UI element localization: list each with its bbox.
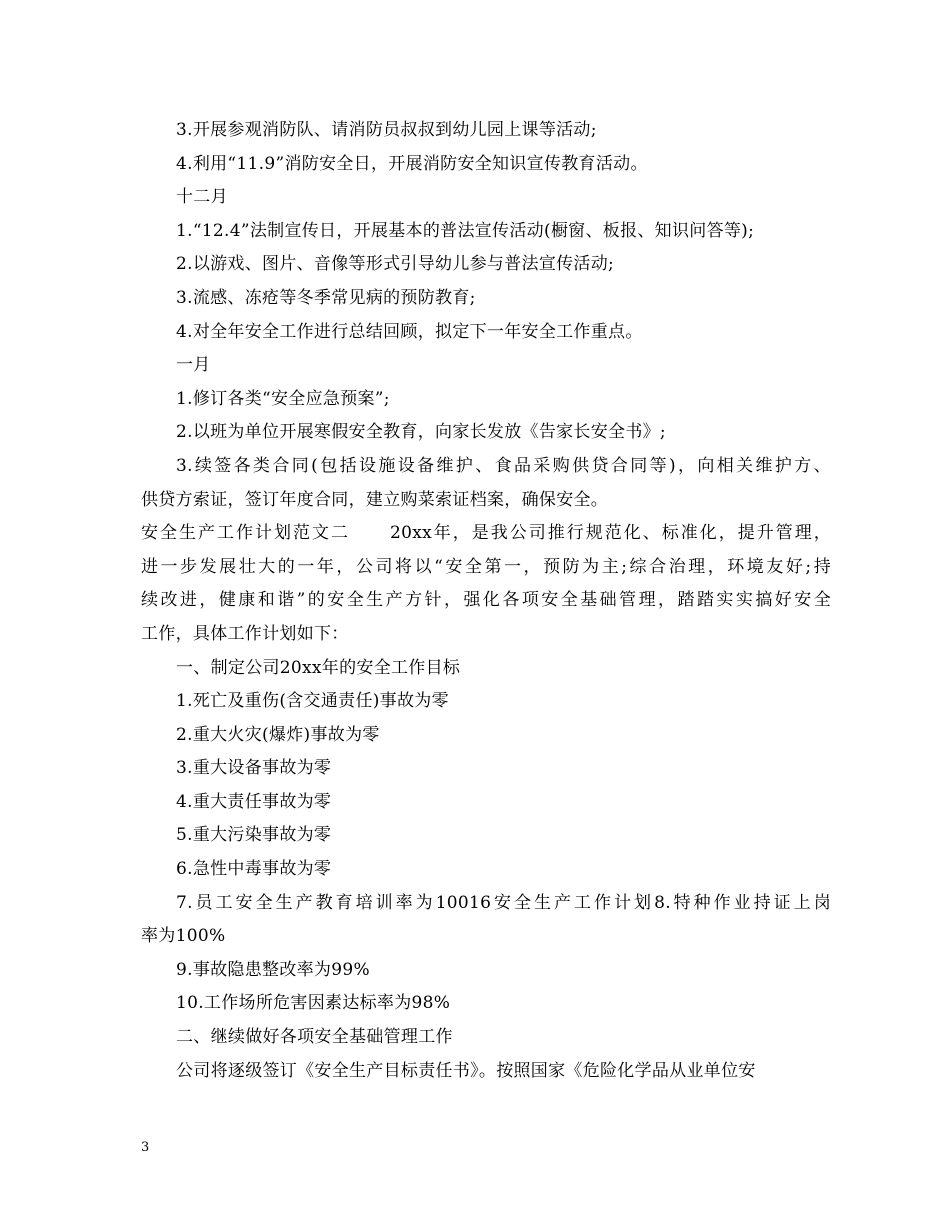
paragraph-line: 工作，具体工作计划如下：: [141, 623, 349, 644]
section-title: 安全生产工作计划范文二: [141, 523, 350, 544]
list-item: 7.员工安全生产教育培训率为10016安全生产工作计划8.特种作业持证上岗: [176, 892, 831, 913]
paragraph-line: 续改进，健康和谐”的安全生产方针，强化各项安全基础管理，踏踏实实搞好安全: [141, 590, 831, 611]
paragraph-line: 1.修订各类“安全应急预案”;: [176, 388, 390, 409]
month-heading: 十二月: [176, 187, 228, 208]
paragraph-line: 供贷方索证，签订年度合同，建立购菜索证档案，确保安全。: [141, 489, 609, 510]
list-item: 5.重大污染事故为零: [176, 825, 332, 846]
list-item: 6.急性中毒事故为零: [176, 859, 332, 880]
paragraph-line: 进一步发展壮大的一年，公司将以“安全第一，预防为主;综合治理，环境友好;持: [141, 556, 831, 577]
document-body: [141, 114, 831, 1088]
section-heading: 二、继续做好各项安全基础管理工作: [176, 1027, 453, 1048]
paragraph-line: 公司将逐级签订《安全生产目标责任书》。按照国家《危险化学品从业单位安: [176, 1060, 756, 1081]
paragraph-line: 3.开展参观消防队、请消防员叔叔到幼儿园上课等活动;: [176, 120, 597, 140]
section-title-line: [141, 517, 831, 551]
paragraph-text: 20xx年，是我公司推行规范化、标准化，提升管理，: [390, 523, 831, 544]
list-item: 9.事故隐患整改率为99%: [176, 959, 370, 980]
paragraph-line: 4.对全年安全工作进行总结回顾，拟定下一年安全工作重点。: [176, 321, 643, 342]
paragraph-line: 4.利用“11.9”消防安全日，开展消防安全知识宣传教育活动。: [176, 153, 648, 174]
page-number: 3: [141, 1140, 150, 1155]
paragraph-line: 1.“12.4”法制宣传日，开展基本的普法宣传活动(橱窗、板报、知识问答等);: [176, 220, 755, 241]
list-item: 1.死亡及重伤(含交通责任)事故为零: [176, 691, 449, 712]
list-item: 2.重大火灾(爆炸)事故为零: [176, 724, 380, 745]
section-heading: 一、制定公司20xx年的安全工作目标: [176, 657, 461, 678]
paragraph-line: 2.以游戏、图片、音像等形式引导幼儿参与普法宣传活动;: [176, 254, 615, 275]
list-item: 3.重大设备事故为零: [176, 758, 332, 779]
list-item: 10.工作场所危害因素达标率为98%: [176, 993, 451, 1014]
paragraph-line: 3.流感、冻疮等冬季常见病的预防教育;: [176, 287, 476, 308]
paragraph-line: 3.续签各类合同(包括设施设备维护、食品采购供贷合同等)，向相关维护方、: [176, 455, 831, 476]
list-item-continuation: 率为100%: [141, 926, 226, 947]
paragraph-line: 2.以班为单位开展寒假安全教育，向家长发放《告家长安全书》;: [176, 422, 666, 443]
month-heading: 一月: [176, 355, 211, 376]
list-item: 4.重大责任事故为零: [176, 791, 332, 812]
